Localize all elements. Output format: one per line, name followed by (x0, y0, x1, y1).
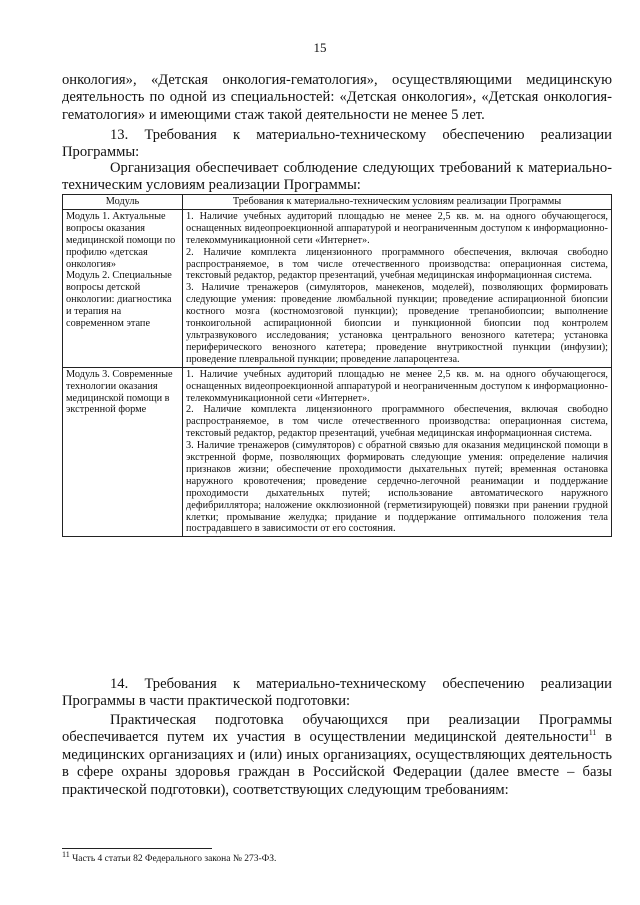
requirements-cell (183, 209, 612, 367)
paragraph-text: Организация обеспечивает соблюдение следующих требований к материально-техническим условиям реализации Программы: (62, 160, 612, 194)
paragraph-continuation (62, 72, 612, 124)
page-number: 15 (313, 40, 327, 55)
requirement-item: 3. Наличие тренажеров (симуляторов) с обратной связью для оказания медицинской помощи в экстренной форме, позволяющих формировать следующие умения: определение наличия признаков жизни; обеспечение проходимости дыхательных путей; временная остановка наружного кровотечения; проведение сердечно-легочной реанимации и поддержание проходимости дыхательных путей; использование автоматического наружного дефибриллятора; наложение окклюзионной (герметизирующей) повязки при ранении грудной клетки; промывание желудка; придание и поддержание оптимального положения тела пострадавшего в зависимости от его состояния. (186, 440, 608, 535)
requirements-cell (183, 367, 612, 537)
paragraph-text: онкология», «Детская онкология-гематология», осуществляющими медицинскую деятельность по одной из специальностей: «Детская онкология», «Детская онкология-гематология» и имеющими стаж такой деятельности не менее 5 лет. (62, 72, 612, 123)
paragraph-text: 13. Требования к материально-техническому обеспечению реализации Программы: (62, 127, 612, 161)
header-module: Модуль (63, 195, 183, 210)
footnote-divider (62, 848, 212, 849)
footnote-text: Часть 4 статьи 82 Федерального закона № 273-ФЗ. (69, 854, 277, 864)
module-2-title: Модуль 2. Специальные вопросы детской онкологии: диагностика и терапия на современном этапе (66, 270, 172, 330)
paragraph-text (62, 712, 612, 799)
paragraph-text: 14. Требования к материально-техническому обеспечению реализации Программы в части практической подготовки: (62, 676, 612, 710)
footnote (62, 849, 277, 864)
module-1-title: Модуль 1. Актуальные вопросы оказания медицинской помощи по профилю «детская онкология» (66, 210, 176, 270)
section-14-body (62, 712, 612, 799)
module-3-title: Модуль 3. Современные технологии оказания медицинской помощи в экстренной форме (66, 368, 173, 416)
paragraph-text-part: в медицинских организациях и (или) иных организациях, осуществляющих деятельность в сфере охраны здоровья граждан в Российской Федерации (далее вместе – базы практической подготовки), соответствующих следующим требованиям: (62, 729, 612, 798)
footnote-number: 11 (62, 849, 70, 859)
table-row (63, 209, 612, 367)
requirement-item: 2. Наличие комплекта лицензионного программного обеспечения, включая свободно распространяемое, в том числе отечественного производства: операционная система, текстовый редактор, редактор презентаций, учебная медицинская информационная система. (186, 404, 608, 440)
paragraph-text-part: Практическая подготовка обучающихся при реализации Программы обеспечивается путем их участия в осуществлении медицинской деятельности (62, 712, 612, 746)
section-13-intro (62, 160, 612, 195)
table-header-row (63, 195, 612, 210)
requirement-item: 2. Наличие комплекта лицензионного программного обеспечения, включая свободно распространяемое, в том числе отечественного производства: операционная система, текстовый редактор, редактор презентаций, учебная медицинская информационная система. (186, 246, 608, 282)
requirement-item: 3. Наличие тренажеров (симуляторов, манекенов, моделей), позволяющих формировать следующие умения: проведение люмбальной пункции; проведение аспирационной биопсии костного мозга (костномозговой пункции); проведение трепанобиопсии; выполнение тонкоигольной аспирационной биопсии и пункционной биопсии под контролем ультразвукового исследования; установка центрального венозного катетера; установка периферического венозного катетера; проведение внутрикостной пункции (инфузии); проведение плевральной пункции; проведение лапароцентеза. (186, 282, 608, 365)
requirements-table (62, 194, 612, 537)
module-cell (63, 209, 183, 367)
header-requirements: Требования к материально-техническим условиям реализации Программы (183, 195, 612, 210)
footnote-ref[interactable]: 11 (588, 728, 597, 738)
section-14-heading (62, 676, 612, 711)
module-cell (63, 367, 183, 537)
section-13-heading (62, 127, 612, 162)
table-row (63, 367, 612, 537)
requirement-item: 1. Наличие учебных аудиторий площадью не менее 2,5 кв. м. на одного обучающегося, оснащенных видеопроекционной аппаратурой и неограниченным доступом к информационно-телекоммуникационной сети «Интернет». (186, 368, 608, 404)
requirement-item: 1. Наличие учебных аудиторий площадью не менее 2,5 кв. м. на одного обучающегося, оснащенных видеопроекционной аппаратурой и неограниченным доступом к информационно-телекоммуникационной сети «Интернет». (186, 210, 608, 246)
